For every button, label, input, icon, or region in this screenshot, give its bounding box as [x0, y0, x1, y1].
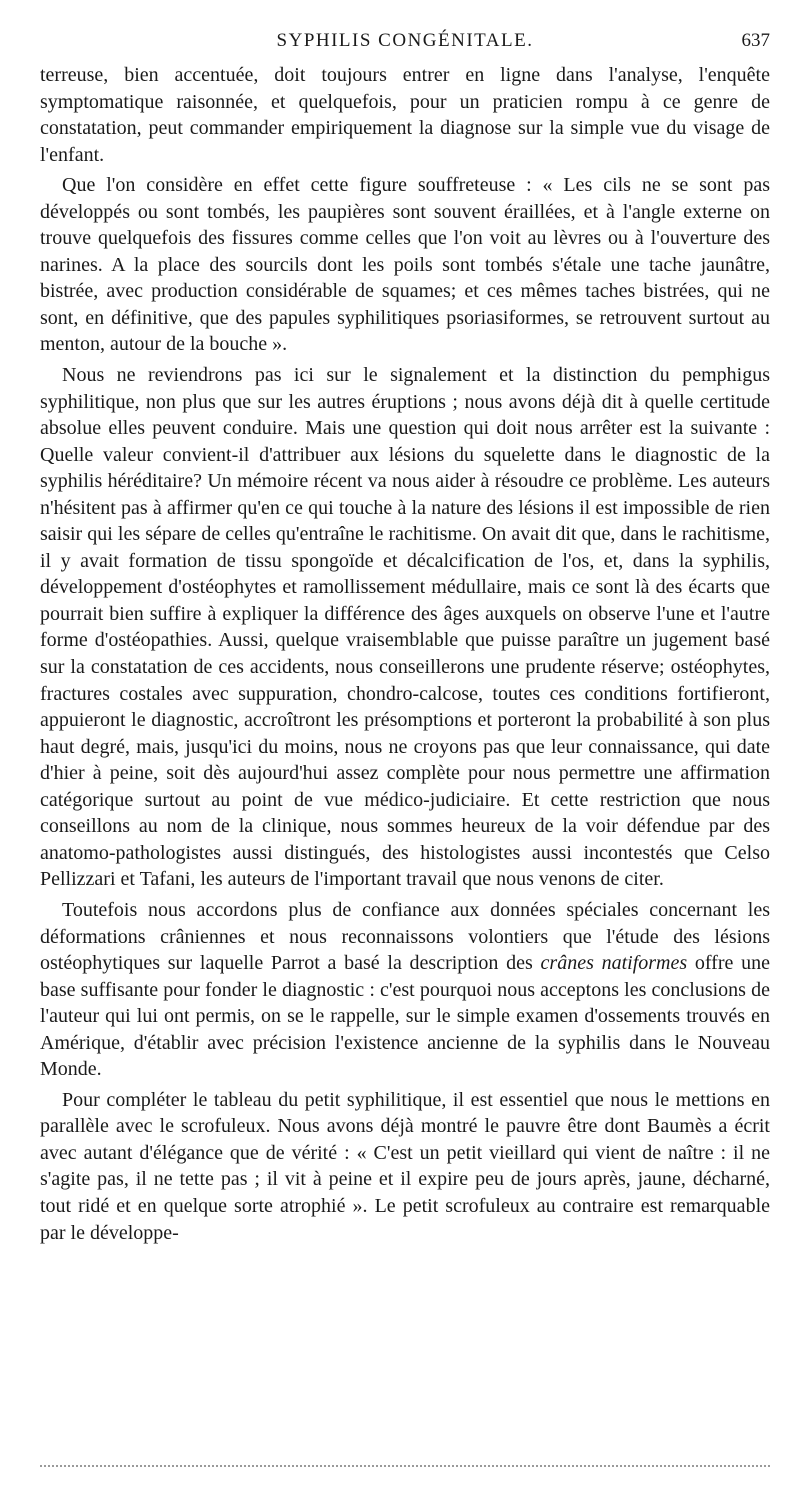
paragraph-quote-figure: Que l'on considère en effet cette figure souffreteuse : « Les cils ne se sont pas développés ou sont tombés, les paupières sont souvent éraillées, et à l'angle externe on trouve quelquefois des fissures comme celles que l'on voit au lèvres ou à l'ouverture des narines. A la place des sourcils dont les poils sont tombés s'étale une tache jaunâtre, bistrée, avec production considérable de squames; et ces mêmes taches bistrées, qui ne sont, en définitive, que des papules syphilitiques psoriasiformes, se retrouvent surtout au menton, autour de la bouche ». — [40, 174, 770, 356]
paragraph-skeletal-lesions: Nous ne reviendrons pas ici sur le signalement et la distinction du pemphigus syphilitique, non plus que sur les autres éruptions ; nous avons déjà dit à quelle certitude absolue elles peuvent conduire. Mais une question qui doit nous arrêter est la suivante : Quelle valeur convient-il d'attribuer aux lésions du squelette dans le diagnostic de la syphilis héréditaire? Un mémoire récent va nous aider à résoudre ce problème. Les auteurs n'hésitent pas à affirmer qu'en ce qui touche à la nature des lésions il est impossible de rien saisir qui les sépare de celles qu'entraîne le rachitisme. On avait dit que, dans le rachitisme, il y avait formation de tissu spongoïde et décalcification de l'os, et, dans la syphilis, développement d'ostéophytes et ramollissement médullaire, mais ce sont là des écarts que pourrait bien suffire à expliquer la différence des âges auxquels on observe l'une et l'autre forme d'ostéopathies. Aussi, quelque vraisemblable que puisse paraître un jugement basé sur la constatation de ces accidents, nous conseillerons une prudente réserve; ostéophytes, fractures costales avec suppuration, chondro-calcose, toutes ces conditions fortifieront, appuieront le diagnostic, accroîtront les présomptions et porteront la probabilité à son plus haut degré, mais, jusqu'ici du moins, nous ne croyons pas que leur connaissance, qui date d'hier à peine, soit dès aujourd'hui assez complète pour nous permettre une affirmation catégorique surtout au point de vue médico-judiciaire. Et cette restriction que nous conseillons au nom de la clinique, nous sommes heureux de la voir défendue par des anatomo-pathologistes aussi distingués, des histologistes aussi incontestés que Celso Pellizzari et Tafani, les auteurs de l'important travail que nous venons de citer. — [40, 364, 770, 891]
paragraph-continuation: terreuse, bien accentuée, doit toujours entrer en ligne dans l'analyse, l'enquête symptomatique raisonnée, et quelquefois, pour un praticien rompu à ce genre de constatation, peut commander empiriquement la diagnose sur la simple vue du visage de l'enfant. — [40, 64, 770, 166]
footer-rule — [40, 1465, 770, 1469]
italic-term: crânes natiformes — [540, 952, 688, 975]
paragraph-text-part: offre une base suffisante pour fonder le diagnostic : c'est pourquoi nous acceptons les conclusions de l'auteur qui lui ont permis, on se le rappelle, sur le simple examen d'ossements trouvés en Amérique, d'établir avec précision l'existence ancienne de la syphilis dans le Nouveau Monde. — [40, 952, 770, 1081]
running-head — [40, 30, 770, 58]
paragraph-scrofulous-comparison: Pour compléter le tableau du petit syphilitique, il est essentiel que nous le mettions en parallèle avec le scrofuleux. Nous avons déjà montré le pauvre être dont Baumès a écrit avec autant d'élégance que de vérité : « C'est un petit vieillard qui vient de naître : il ne s'agite pas, il ne tette pas ; il vit à peine et il expire peu de jours après, jaune, décharné, tout ridé et en quelque sorte atrophié ». Le petit scrofuleux au contraire est remarquable par le développe- — [40, 1088, 770, 1244]
running-title: SYPHILIS CONGÉNITALE. — [276, 30, 534, 51]
paragraph-text-part: Toutefois nous accordons plus de confiance aux données spéciales concernant les déformations crâniennes et nous reconnaissons volontiers que l'étude des lésions ostéophytiques sur laquelle Parrot a basé la description des — [40, 898, 770, 975]
body-text — [40, 62, 770, 1250]
page-number: 637 — [741, 30, 770, 51]
paragraph-cranial-deformations — [40, 897, 770, 1083]
